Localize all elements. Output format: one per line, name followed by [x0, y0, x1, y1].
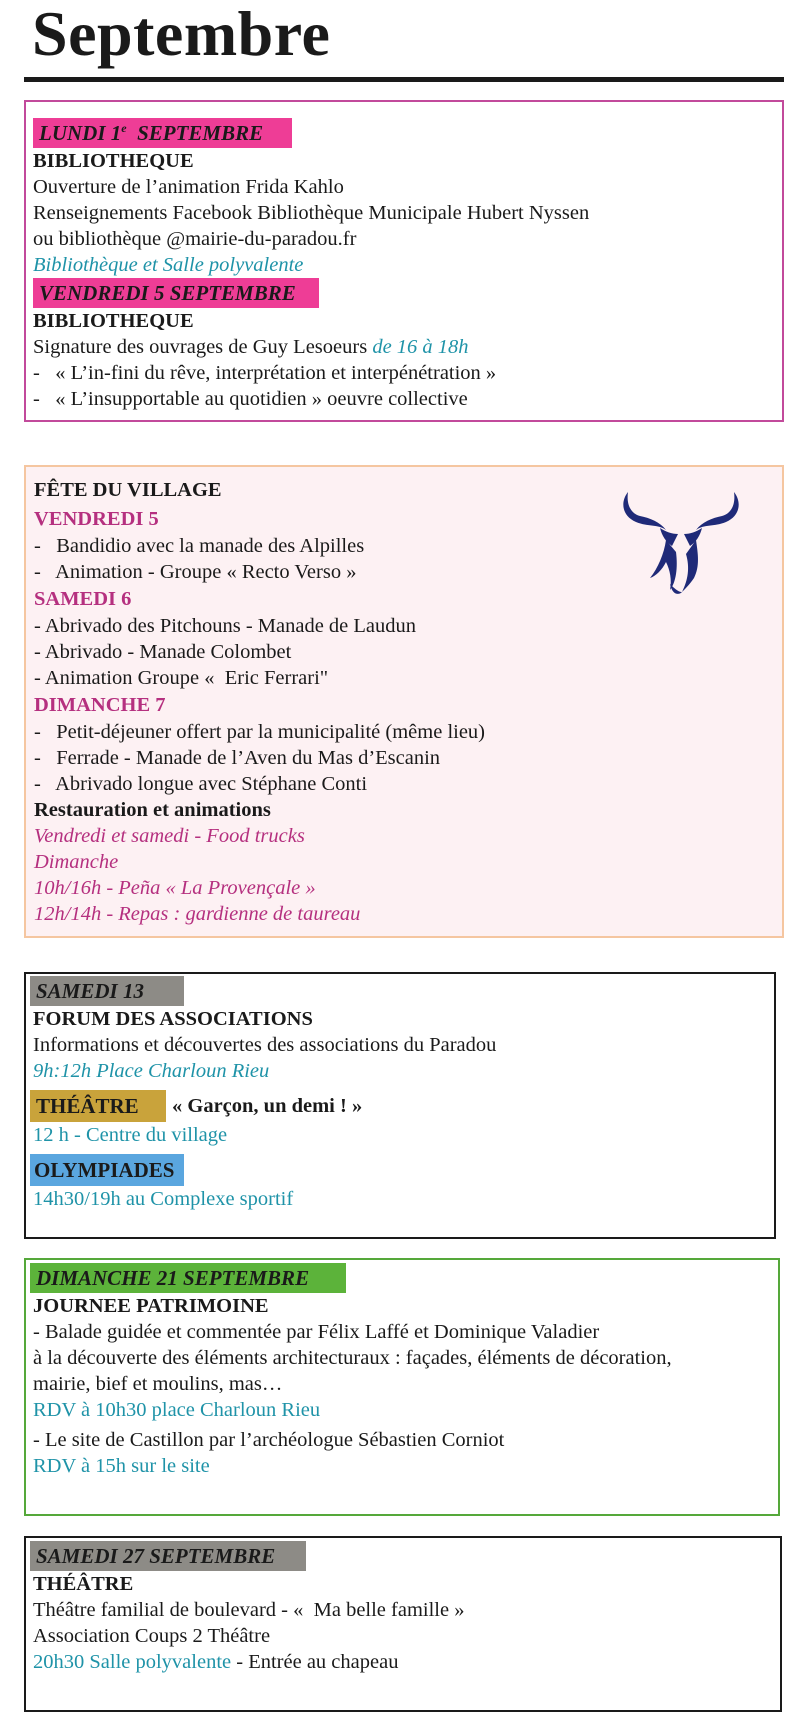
date-bar-lundi-suffix: SEPTEMBRE [126, 121, 264, 145]
date-bar-lundi-prefix: LUNDI 1 [39, 121, 122, 145]
date-bar-vendredi: VENDREDI 5 SEPTEMBRE [33, 278, 319, 308]
olympiades-place: 14h30/19h au Complexe sportif [33, 1188, 294, 1210]
fete-item: - Ferrade - Manade de l’Aven du Mas d’Escanin [34, 747, 441, 769]
fete-heading: FÊTE DU VILLAGE [34, 479, 222, 501]
time-line [33, 1649, 780, 1675]
theatre-title: « Garçon, un demi ! » [172, 1095, 363, 1117]
resto-heading: Restauration et animations [34, 799, 271, 821]
day-vendredi: VENDREDI 5 [34, 508, 159, 530]
fete-item: - Bandidio avec la manade des Alpilles [34, 535, 365, 557]
time-place: 20h30 Salle polyvalente [33, 1651, 232, 1673]
library-events-box [24, 100, 784, 422]
theatre-place: 12 h - Centre du village [33, 1124, 228, 1146]
book-item-2: - « L’insupportable au quotidien » oeuvre collective [33, 388, 468, 410]
date-bar-samedi-27: SAMEDI 27 SEPTEMBRE [30, 1541, 306, 1571]
library-heading-2: BIBLIOTHEQUE [33, 310, 194, 332]
samedi-13-box [24, 972, 776, 1239]
book-item-1: - « L’in-fini du rêve, interprétation et interpénétration » [33, 362, 497, 384]
frida-line: Ouverture de l’animation Frida Kahlo [33, 176, 344, 198]
bull-head-icon [620, 488, 742, 596]
library-heading: BIBLIOTHEQUE [33, 150, 194, 172]
title-rule [24, 77, 784, 82]
patrimoine-heading: JOURNEE PATRIMOINE [33, 1295, 269, 1317]
theatre-heading: THÉÂTRE [33, 1573, 134, 1595]
patrimoine-box [24, 1258, 780, 1516]
info-line: Renseignements Facebook Bibliothèque Municipale Hubert Nyssen [33, 202, 590, 224]
resto-line: 10h/16h - Peña « La Provençale » [34, 877, 316, 899]
date-bar-lundi [33, 118, 292, 148]
place-line: Bibliothèque et Salle polyvalente [33, 254, 304, 276]
forum-place: 9h:12h Place Charloun Rieu [33, 1060, 270, 1082]
signature-text: Signature des ouvrages de Guy Lesoeurs [33, 336, 373, 358]
day-dimanche: DIMANCHE 7 [34, 694, 166, 716]
resto-line: Vendredi et samedi - Food trucks [34, 825, 305, 847]
fete-item: - Abrivado longue avec Stéphane Conti [34, 773, 368, 795]
fete-item: - Animation Groupe « Eric Ferrari" [34, 667, 329, 689]
theatre-line: Théâtre familial de boulevard - « Ma belle famille » [33, 1599, 465, 1621]
page-title: Septembre [32, 0, 331, 69]
fete-item: - Animation - Groupe « Recto Verso » [34, 561, 357, 583]
resto-line: 12h/14h - Repas : gardienne de taureau [34, 903, 361, 925]
olympiades-bar: OLYMPIADES [30, 1154, 184, 1186]
castillon-line: - Le site de Castillon par l’archéologue Sébastien Corniot [33, 1429, 505, 1451]
theatre-row [30, 1090, 774, 1122]
date-bar-samedi-13: SAMEDI 13 [30, 976, 184, 1006]
association-line: Association Coups 2 Théâtre [33, 1625, 271, 1647]
day-samedi: SAMEDI 6 [34, 588, 132, 610]
email-line: ou bibliothèque @mairie-du-paradou.fr [33, 228, 357, 250]
date-bar-dimanche-21: DIMANCHE 21 SEPTEMBRE [30, 1263, 346, 1293]
entry-note: - Entrée au chapeau [231, 1651, 399, 1673]
resto-line: Dimanche [34, 851, 119, 873]
rdv-line: RDV à 15h sur le site [33, 1455, 210, 1477]
forum-line: Informations et découvertes des associations du Paradou [33, 1034, 497, 1056]
fete-item: - Abrivado des Pitchouns - Manade de Laudun [34, 615, 417, 637]
patrimoine-line: à la découverte des éléments architecturaux : façades, éléments de décoration, [33, 1347, 672, 1369]
patrimoine-line: mairie, bief et moulins, mas… [33, 1373, 283, 1395]
samedi-27-box [24, 1536, 782, 1712]
forum-heading: FORUM DES ASSOCIATIONS [33, 1008, 313, 1030]
patrimoine-line: - Balade guidée et commentée par Félix Laffé et Dominique Valadier [33, 1321, 600, 1343]
fete-item: - Abrivado - Manade Colombet [34, 641, 292, 663]
signature-line [33, 334, 782, 360]
fete-item: - Petit-déjeuner offert par la municipalité (même lieu) [34, 721, 486, 743]
rdv-line: RDV à 10h30 place Charloun Rieu [33, 1399, 321, 1421]
theatre-bar: THÉÂTRE [30, 1090, 166, 1122]
signature-time: de 16 à 18h [372, 336, 469, 358]
date-bar-lundi-sup: e [121, 121, 127, 135]
